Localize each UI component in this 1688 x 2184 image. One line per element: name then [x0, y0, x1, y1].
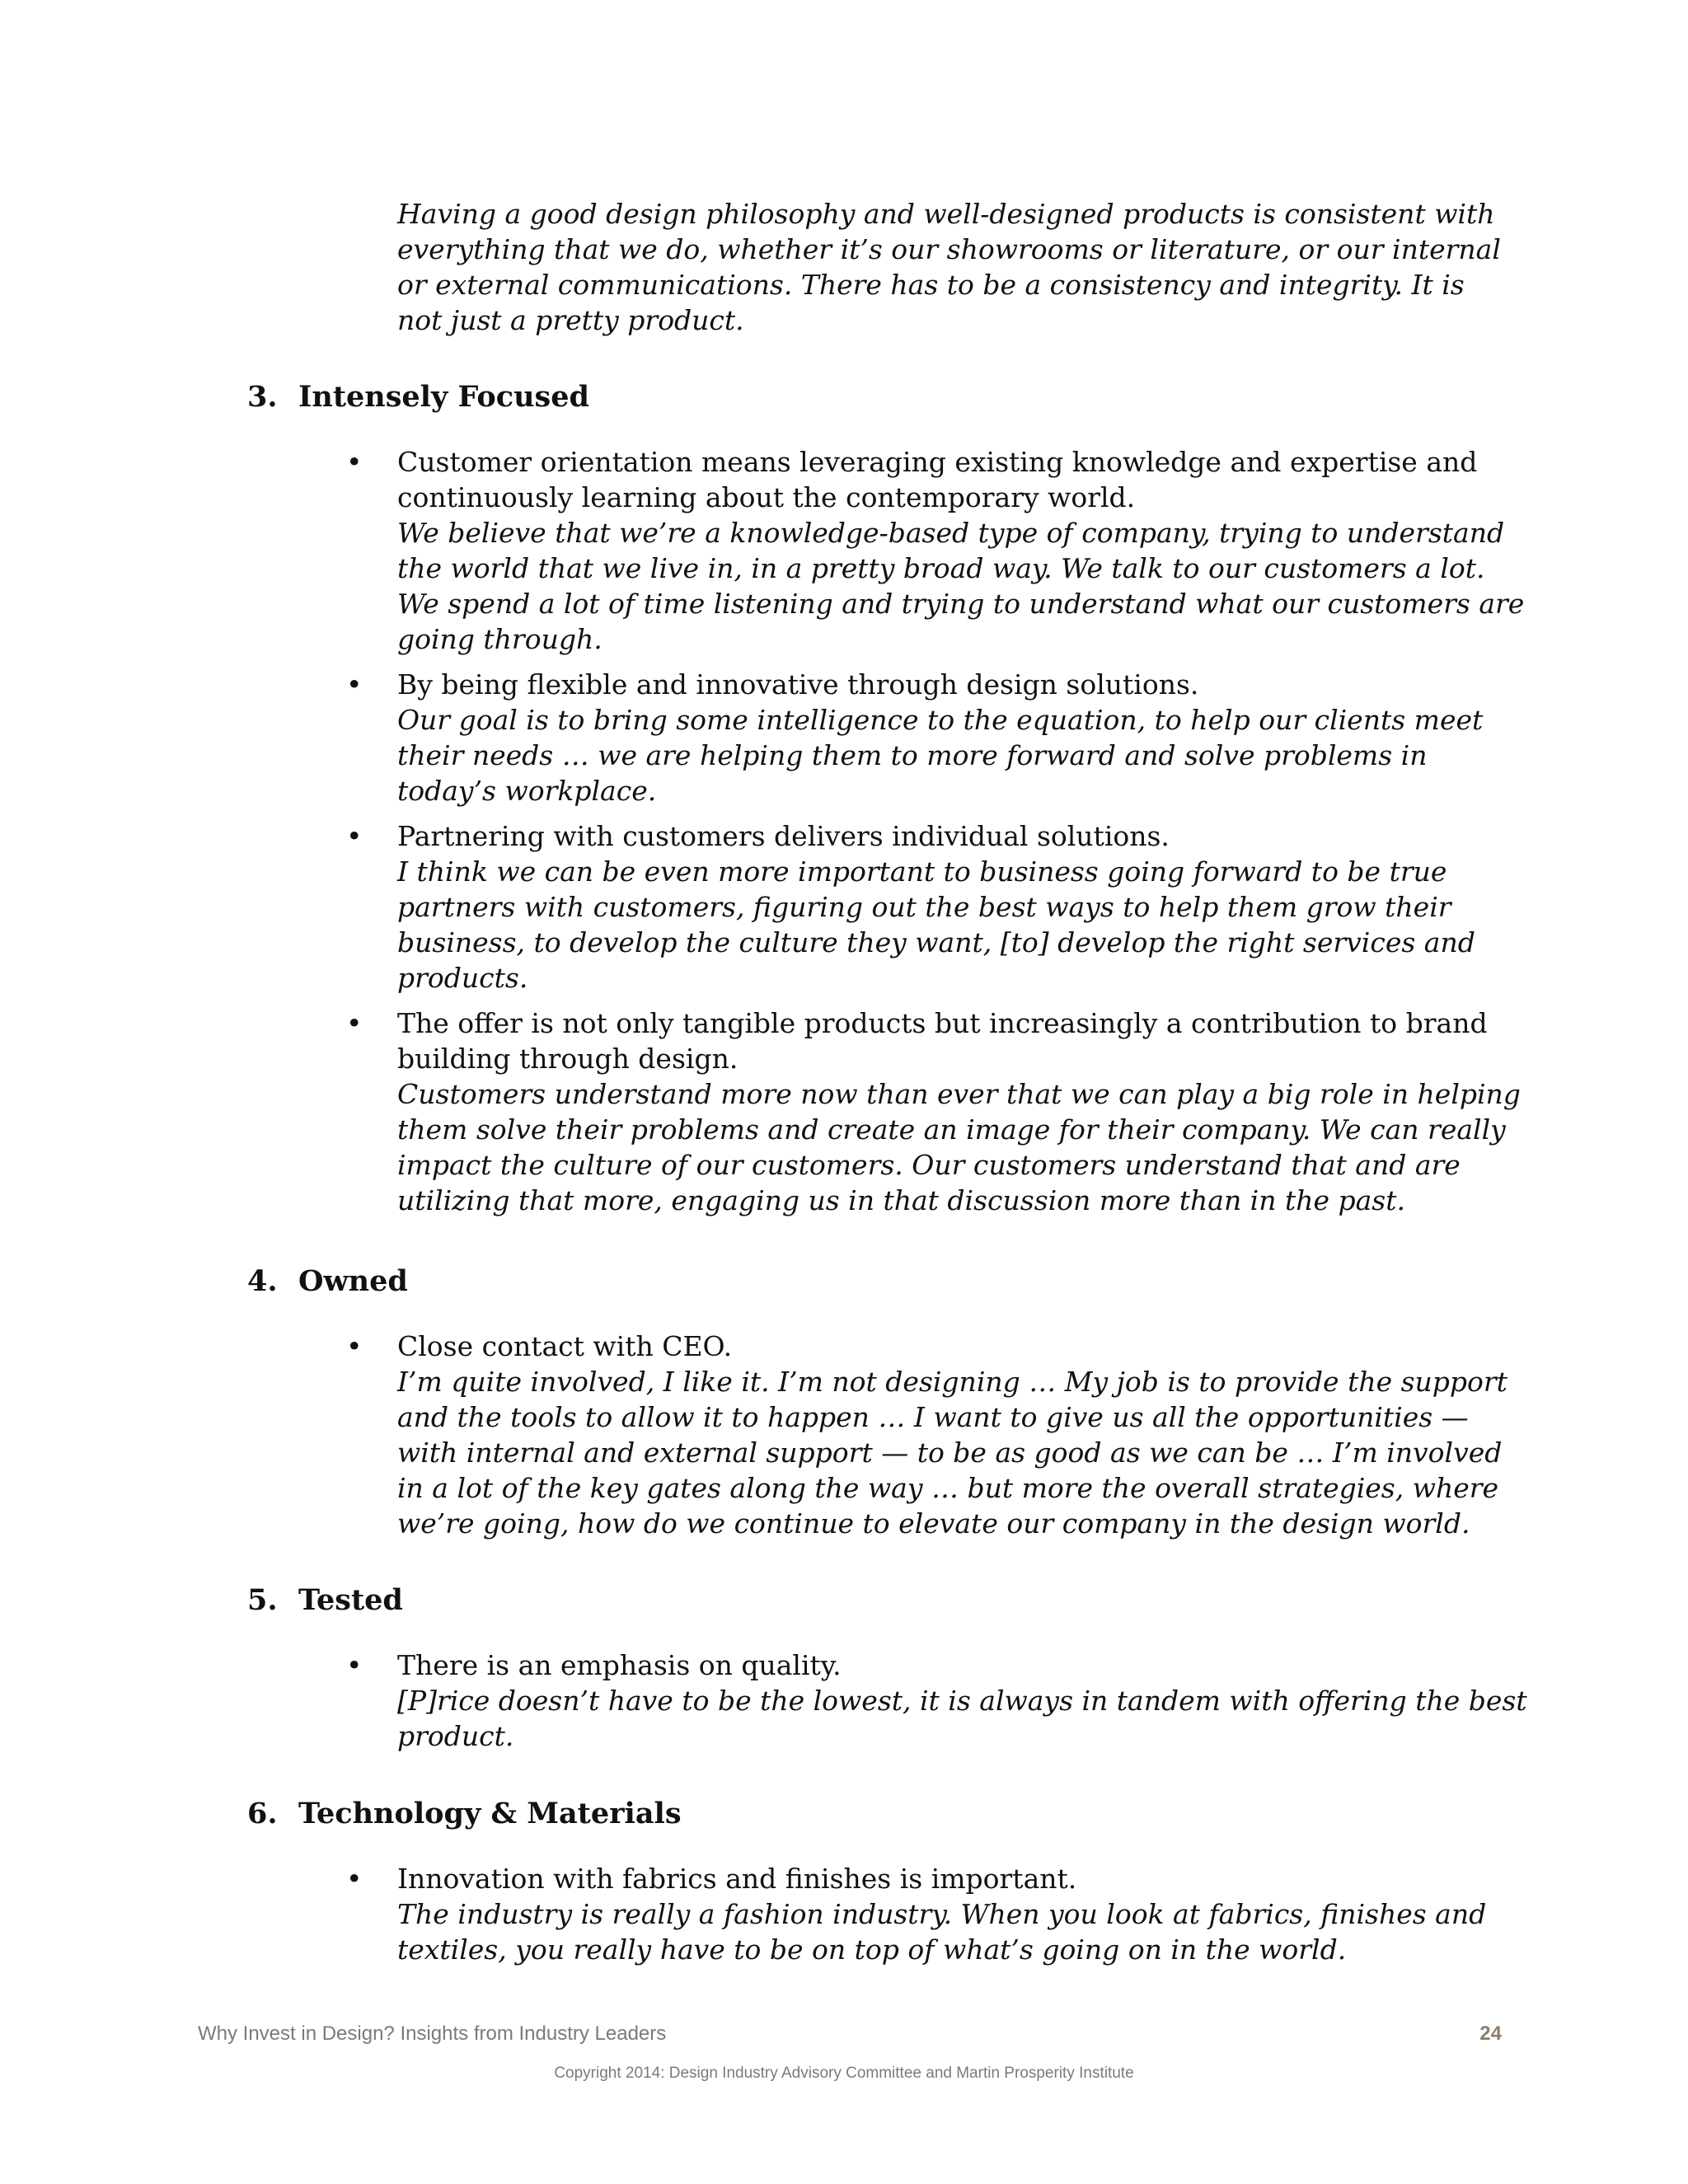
bullet-text: There is an emphasis on quality. [397, 1649, 842, 1681]
page-number: 24 [1479, 2022, 1502, 2045]
bullet-icon: • [346, 1649, 363, 1681]
bullet-quote: Our goal is to bring some intelligence to the equation, to help our clients meet their needs … we are helping them to more forward and solve problems in today’s workplace. [397, 704, 1484, 807]
section-technology-materials [247, 1796, 1533, 1977]
list-item [247, 1329, 1533, 1541]
bullet-quote: I think we can be even more important to business going forward to be true partners with customers, figuring out the best ways to help them grow their business, to develop the culture they want, [to] develop the right services and products. [397, 855, 1475, 994]
section-number: 3. [247, 380, 278, 414]
bullet-quote: Customers understand more now than ever that we can play a big role in helping them solve their problems and create an image for their company. We can really impact the culture of our customers. Our customers understand that and are utilizing that more, engaging us in that discussion more than in the past. [397, 1078, 1521, 1216]
section-title: Intensely Focused [298, 380, 589, 414]
section-number: 5. [247, 1583, 278, 1617]
bullet-quote: [P]rice doesn’t have to be the lowest, it is always in tandem with offering the best product. [397, 1685, 1527, 1752]
section-heading [247, 1263, 1533, 1299]
list-item [247, 667, 1533, 808]
bullet-list [247, 1647, 1533, 1754]
list-item [247, 1647, 1533, 1754]
section-tested [247, 1582, 1533, 1764]
bullet-icon: • [346, 446, 363, 478]
bullet-text: Partnering with customers delivers individual solutions. [397, 820, 1170, 852]
section-intensely-focused [247, 379, 1533, 1228]
section-title: Technology & Materials [298, 1797, 682, 1830]
bullet-text: By being flexible and innovative through design solutions. [397, 668, 1199, 701]
intro-quote: Having a good design philosophy and well-designed products is consistent with everything that we do, whether it’s our showrooms or literature, or our internal or external communications. There has to be a consistency and integrity. It is not just a pretty product. [397, 198, 1501, 336]
section-heading [247, 1796, 1533, 1831]
list-item [247, 818, 1533, 996]
bullet-text: The offer is not only tangible products but increasingly a contribution to brand building through design. [397, 1007, 1488, 1075]
section-title: Owned [298, 1264, 408, 1298]
bullet-text: Innovation with fabrics and finishes is important. [397, 1863, 1077, 1895]
list-item [247, 444, 1533, 657]
bullet-list [247, 1329, 1533, 1541]
list-item [247, 1861, 1533, 1967]
footer-title: Why Invest in Design? Insights from Industry Leaders [198, 2022, 667, 2045]
section-heading [247, 1582, 1533, 1618]
section-number: 6. [247, 1797, 278, 1830]
bullet-quote: The industry is really a fashion industry. When you look at fabrics, finishes and textiles, you really have to be on top of what’s going on in the world. [397, 1898, 1487, 1966]
section-number: 4. [247, 1264, 278, 1298]
bullet-quote: I’m quite involved, I like it. I’m not designing … My job is to provide the support and the tools to allow it to happen … I want to give us all the opportunities — with internal and external support — to be as good as we can be … I’m involved in a lot of the key gates along the way … but more the overall strategies, where we’re going, how do we continue to elevate our company in the design world. [397, 1366, 1507, 1540]
bullet-quote: We believe that we’re a knowledge-based type of company, trying to understand the world that we live in, in a pretty broad way. We talk to our customers a lot. We spend a lot of time listening and trying to understand what our customers are going through. [397, 517, 1525, 655]
bullet-icon: • [346, 1007, 363, 1039]
bullet-icon: • [346, 668, 363, 701]
bullet-icon: • [346, 1863, 363, 1895]
footer-copyright: Copyright 2014: Design Industry Advisory Committee and Martin Prosperity Institute [554, 2064, 1134, 2082]
section-owned [247, 1263, 1533, 1551]
bullet-icon: • [346, 1330, 363, 1362]
bullet-text: Close contact with CEO. [397, 1330, 733, 1362]
section-heading [247, 379, 1533, 415]
bullet-text: Customer orientation means leveraging existing knowledge and expertise and continuously learning about the contemporary world. [397, 446, 1478, 513]
bullet-list [247, 1861, 1533, 1967]
section-title: Tested [298, 1583, 403, 1617]
bullet-icon: • [346, 820, 363, 852]
bullet-list [247, 444, 1533, 1218]
list-item [247, 1005, 1533, 1218]
